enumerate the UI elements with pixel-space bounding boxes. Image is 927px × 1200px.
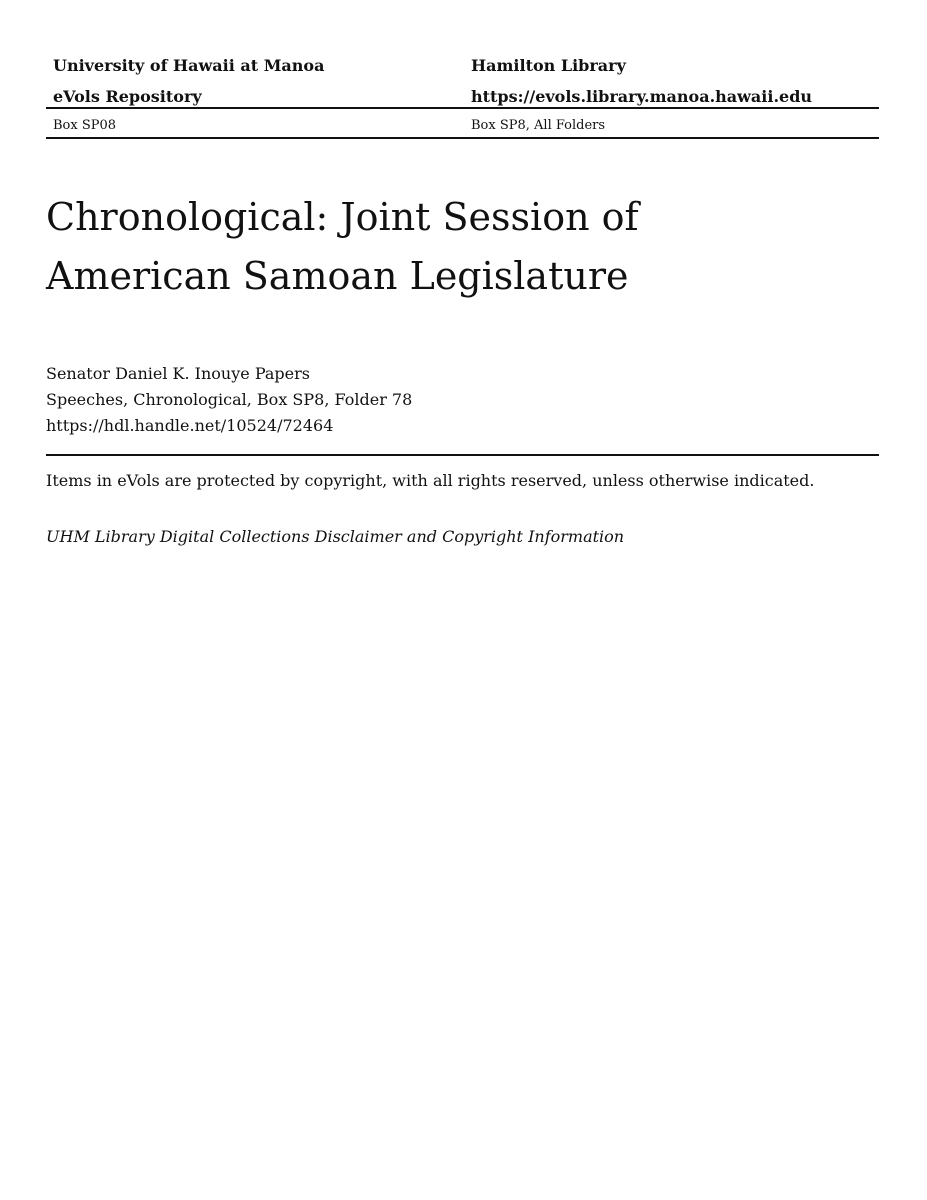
copyright-notice: Items in eVols are protected by copyright, with all rights reserved, unless otherwise indicated. xyxy=(46,471,815,490)
metadata-divider xyxy=(46,454,879,456)
document-title xyxy=(46,188,879,306)
document-metadata xyxy=(46,361,412,439)
header-divider xyxy=(46,107,879,109)
box-folders: Box SP8, All Folders xyxy=(471,118,606,133)
institution-name: University of Hawaii at Manoa xyxy=(53,56,325,75)
disclaimer-link[interactable]: UHM Library Digital Collections Disclaimer and Copyright Information xyxy=(46,527,625,546)
handle-link[interactable]: https://hdl.handle.net/10524/72464 xyxy=(46,416,334,435)
library-name: Hamilton Library xyxy=(471,56,626,75)
title-line-1: Chronological: Joint Session of xyxy=(46,195,639,239)
repository-name: eVols Repository xyxy=(53,87,202,106)
collection-name: Senator Daniel K. Inouye Papers xyxy=(46,364,310,383)
box-id: Box SP08 xyxy=(53,118,117,133)
header-bottom-divider xyxy=(46,137,879,139)
repository-url[interactable]: https://evols.library.manoa.hawaii.edu xyxy=(471,87,813,106)
title-line-2: American Samoan Legislature xyxy=(46,254,629,298)
folder-location: Speeches, Chronological, Box SP8, Folder 78 xyxy=(46,390,413,409)
